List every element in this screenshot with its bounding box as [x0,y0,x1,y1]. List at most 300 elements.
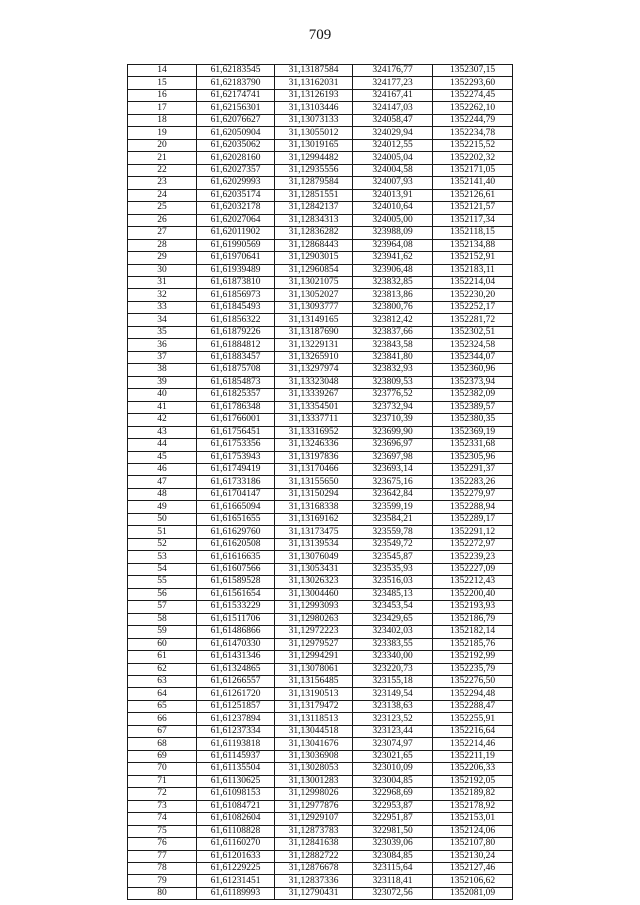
point-number-cell: 73 [128,800,197,812]
table-row [128,252,513,264]
y-coordinate-cell: 1352211,19 [433,750,513,762]
longitude-cell: 31,13036908 [275,750,353,762]
y-coordinate-cell: 1352294,48 [433,688,513,700]
point-number-cell: 50 [128,513,197,525]
point-number-cell: 71 [128,775,197,787]
longitude-cell: 31,12834313 [275,214,353,226]
point-number-cell: 35 [128,326,197,338]
point-number-cell: 33 [128,301,197,313]
table-row [128,202,513,214]
point-number-cell: 19 [128,127,197,139]
y-coordinate-cell: 1352279,97 [433,488,513,500]
x-coordinate-cell: 323693,14 [353,464,433,476]
longitude-cell: 31,13026323 [275,576,353,588]
longitude-cell: 31,13055012 [275,127,353,139]
longitude-cell: 31,12882722 [275,850,353,862]
x-coordinate-cell: 323155,18 [353,675,433,687]
longitude-cell: 31,13004460 [275,588,353,600]
longitude-cell: 31,12836282 [275,227,353,239]
longitude-cell: 31,13093777 [275,301,353,313]
longitude-cell: 31,13156485 [275,675,353,687]
longitude-cell: 31,13168338 [275,501,353,513]
point-number-cell: 24 [128,189,197,201]
latitude-cell: 61,61324865 [197,663,275,675]
table-row [128,401,513,413]
latitude-cell: 61,62011902 [197,227,275,239]
x-coordinate-cell: 323072,56 [353,887,433,899]
x-coordinate-cell: 323123,52 [353,713,433,725]
point-number-cell: 21 [128,152,197,164]
x-coordinate-cell: 323697,98 [353,451,433,463]
longitude-cell: 31,13323048 [275,376,353,388]
y-coordinate-cell: 1352193,93 [433,601,513,613]
point-number-cell: 64 [128,688,197,700]
point-number-cell: 53 [128,551,197,563]
point-number-cell: 67 [128,725,197,737]
latitude-cell: 61,61082604 [197,813,275,825]
point-number-cell: 28 [128,239,197,251]
latitude-cell: 61,61875708 [197,364,275,376]
longitude-cell: 31,13150294 [275,488,353,500]
latitude-cell: 61,61786348 [197,401,275,413]
y-coordinate-cell: 1352152,91 [433,252,513,264]
point-number-cell: 17 [128,102,197,114]
latitude-cell: 61,61753356 [197,439,275,451]
table-row [128,89,513,101]
latitude-cell: 61,62174741 [197,89,275,101]
longitude-cell: 31,13297974 [275,364,353,376]
y-coordinate-cell: 1352244,79 [433,114,513,126]
x-coordinate-cell: 322981,50 [353,825,433,837]
point-number-cell: 38 [128,364,197,376]
y-coordinate-cell: 1352182,14 [433,626,513,638]
table-row [128,127,513,139]
y-coordinate-cell: 1352382,09 [433,389,513,401]
y-coordinate-cell: 1352373,94 [433,376,513,388]
point-number-cell: 65 [128,700,197,712]
longitude-cell: 31,12837336 [275,875,353,887]
latitude-cell: 61,61108828 [197,825,275,837]
latitude-cell: 61,61229225 [197,863,275,875]
longitude-cell: 31,12929107 [275,813,353,825]
x-coordinate-cell: 323535,93 [353,563,433,575]
y-coordinate-cell: 1352127,46 [433,863,513,875]
longitude-cell: 31,13149165 [275,314,353,326]
table-row [128,451,513,463]
y-coordinate-cell: 1352291,12 [433,526,513,538]
y-coordinate-cell: 1352121,57 [433,202,513,214]
x-coordinate-cell: 324005,04 [353,152,433,164]
latitude-cell: 61,62183790 [197,77,275,89]
latitude-cell: 61,62035062 [197,139,275,151]
point-number-cell: 56 [128,588,197,600]
x-coordinate-cell: 324012,55 [353,139,433,151]
latitude-cell: 61,62027357 [197,164,275,176]
latitude-cell: 61,61845493 [197,301,275,313]
x-coordinate-cell: 323010,09 [353,763,433,775]
table-row [128,289,513,301]
longitude-cell: 31,12876678 [275,863,353,875]
point-number-cell: 20 [128,139,197,151]
x-coordinate-cell: 323843,58 [353,339,433,351]
latitude-cell: 61,61533229 [197,601,275,613]
table-row [128,376,513,388]
x-coordinate-cell: 323516,03 [353,576,433,588]
y-coordinate-cell: 1352206,33 [433,763,513,775]
x-coordinate-cell: 323084,85 [353,850,433,862]
y-coordinate-cell: 1352200,40 [433,588,513,600]
y-coordinate-cell: 1352192,05 [433,775,513,787]
y-coordinate-cell: 1352288,94 [433,501,513,513]
table-row [128,102,513,114]
latitude-cell: 61,62076627 [197,114,275,126]
latitude-cell: 61,61825357 [197,389,275,401]
x-coordinate-cell: 323340,00 [353,651,433,663]
x-coordinate-cell: 322951,87 [353,813,433,825]
point-number-cell: 61 [128,651,197,663]
longitude-cell: 31,12868443 [275,239,353,251]
table-row [128,476,513,488]
table-row [128,526,513,538]
x-coordinate-cell: 324007,93 [353,177,433,189]
table-row [128,813,513,825]
latitude-cell: 61,61561654 [197,588,275,600]
longitude-cell: 31,12994291 [275,651,353,663]
y-coordinate-cell: 1352331,68 [433,439,513,451]
y-coordinate-cell: 1352274,45 [433,89,513,101]
point-number-cell: 31 [128,276,197,288]
point-number-cell: 34 [128,314,197,326]
x-coordinate-cell: 324029,94 [353,127,433,139]
y-coordinate-cell: 1352380,35 [433,414,513,426]
point-number-cell: 42 [128,414,197,426]
x-coordinate-cell: 323039,06 [353,838,433,850]
y-coordinate-cell: 1352293,60 [433,77,513,89]
latitude-cell: 61,61766001 [197,414,275,426]
point-number-cell: 40 [128,389,197,401]
point-number-cell: 22 [128,164,197,176]
latitude-cell: 61,62050904 [197,127,275,139]
x-coordinate-cell: 324004,58 [353,164,433,176]
latitude-cell: 61,62156301 [197,102,275,114]
point-number-cell: 62 [128,663,197,675]
latitude-cell: 61,61130625 [197,775,275,787]
point-number-cell: 49 [128,501,197,513]
x-coordinate-cell: 323545,87 [353,551,433,563]
table-row [128,339,513,351]
point-number-cell: 14 [128,65,197,77]
longitude-cell: 31,13028053 [275,763,353,775]
point-number-cell: 47 [128,476,197,488]
longitude-cell: 31,13170466 [275,464,353,476]
y-coordinate-cell: 1352130,24 [433,850,513,862]
y-coordinate-cell: 1352289,17 [433,513,513,525]
table-row [128,351,513,363]
y-coordinate-cell: 1352202,32 [433,152,513,164]
x-coordinate-cell: 323485,13 [353,588,433,600]
table-row [128,189,513,201]
longitude-cell: 31,13073133 [275,114,353,126]
latitude-cell: 61,61511706 [197,613,275,625]
longitude-cell: 31,12842137 [275,202,353,214]
y-coordinate-cell: 1352235,79 [433,663,513,675]
latitude-cell: 61,61470330 [197,638,275,650]
table-row [128,588,513,600]
x-coordinate-cell: 323004,85 [353,775,433,787]
x-coordinate-cell: 324058,47 [353,114,433,126]
table-row [128,426,513,438]
table-row [128,139,513,151]
point-number-cell: 57 [128,601,197,613]
x-coordinate-cell: 323699,90 [353,426,433,438]
x-coordinate-cell: 323941,62 [353,252,433,264]
latitude-cell: 61,62028160 [197,152,275,164]
y-coordinate-cell: 1352216,64 [433,725,513,737]
latitude-cell: 61,61189993 [197,887,275,899]
table-row [128,563,513,575]
table-row [128,301,513,313]
x-coordinate-cell: 323149,54 [353,688,433,700]
longitude-cell: 31,13187584 [275,65,353,77]
table-row [128,501,513,513]
x-coordinate-cell: 324167,41 [353,89,433,101]
latitude-cell: 61,61266557 [197,675,275,687]
point-number-cell: 77 [128,850,197,862]
y-coordinate-cell: 1352214,46 [433,738,513,750]
table-row [128,825,513,837]
longitude-cell: 31,13126193 [275,89,353,101]
y-coordinate-cell: 1352192,99 [433,651,513,663]
x-coordinate-cell: 324177,23 [353,77,433,89]
longitude-cell: 31,13169162 [275,513,353,525]
x-coordinate-cell: 323138,63 [353,700,433,712]
point-number-cell: 48 [128,488,197,500]
latitude-cell: 61,61237334 [197,725,275,737]
table-row [128,626,513,638]
latitude-cell: 61,61431346 [197,651,275,663]
table-row [128,77,513,89]
y-coordinate-cell: 1352227,09 [433,563,513,575]
table-row [128,613,513,625]
longitude-cell: 31,13265910 [275,351,353,363]
longitude-cell: 31,12977876 [275,800,353,812]
y-coordinate-cell: 1352389,57 [433,401,513,413]
table-row [128,838,513,850]
table-row [128,738,513,750]
table-row [128,227,513,239]
longitude-cell: 31,13190513 [275,688,353,700]
longitude-cell: 31,13173475 [275,526,353,538]
latitude-cell: 61,61261720 [197,688,275,700]
table-row [128,364,513,376]
coordinates-table [127,64,513,900]
y-coordinate-cell: 1352106,62 [433,875,513,887]
latitude-cell: 61,61704147 [197,488,275,500]
point-number-cell: 60 [128,638,197,650]
latitude-cell: 61,61665094 [197,501,275,513]
point-number-cell: 41 [128,401,197,413]
table-row [128,538,513,550]
table-row [128,775,513,787]
point-number-cell: 55 [128,576,197,588]
latitude-cell: 61,61201633 [197,850,275,862]
x-coordinate-cell: 322953,87 [353,800,433,812]
x-coordinate-cell: 323696,97 [353,439,433,451]
y-coordinate-cell: 1352252,17 [433,301,513,313]
table-row [128,389,513,401]
x-coordinate-cell: 323841,80 [353,351,433,363]
point-number-cell: 63 [128,675,197,687]
table-row [128,675,513,687]
latitude-cell: 61,61749419 [197,464,275,476]
longitude-cell: 31,12873783 [275,825,353,837]
longitude-cell: 31,13053431 [275,563,353,575]
point-number-cell: 25 [128,202,197,214]
y-coordinate-cell: 1352262,10 [433,102,513,114]
point-number-cell: 32 [128,289,197,301]
y-coordinate-cell: 1352276,50 [433,675,513,687]
point-number-cell: 46 [128,464,197,476]
y-coordinate-cell: 1352178,92 [433,800,513,812]
longitude-cell: 31,13197836 [275,451,353,463]
latitude-cell: 61,61084721 [197,800,275,812]
longitude-cell: 31,12879584 [275,177,353,189]
point-number-cell: 70 [128,763,197,775]
point-number-cell: 51 [128,526,197,538]
x-coordinate-cell: 323453,54 [353,601,433,613]
y-coordinate-cell: 1352288,47 [433,700,513,712]
x-coordinate-cell: 323812,42 [353,314,433,326]
y-coordinate-cell: 1352255,91 [433,713,513,725]
table-row [128,414,513,426]
table-row [128,276,513,288]
table-row [128,164,513,176]
longitude-cell: 31,13316952 [275,426,353,438]
table-row [128,750,513,762]
y-coordinate-cell: 1352212,43 [433,576,513,588]
table-row [128,700,513,712]
longitude-cell: 31,12851551 [275,189,353,201]
longitude-cell: 31,13078061 [275,663,353,675]
point-number-cell: 76 [128,838,197,850]
x-coordinate-cell: 323584,21 [353,513,433,525]
x-coordinate-cell: 323429,65 [353,613,433,625]
latitude-cell: 61,61620508 [197,538,275,550]
longitude-cell: 31,13155650 [275,476,353,488]
x-coordinate-cell: 323809,53 [353,376,433,388]
point-number-cell: 30 [128,264,197,276]
longitude-cell: 31,13337711 [275,414,353,426]
table-row [128,688,513,700]
table-row [128,152,513,164]
latitude-cell: 61,61990569 [197,239,275,251]
table-row [128,464,513,476]
point-number-cell: 45 [128,451,197,463]
table-row [128,177,513,189]
latitude-cell: 61,61733186 [197,476,275,488]
y-coordinate-cell: 1352117,34 [433,214,513,226]
table-row [128,638,513,650]
table-row [128,551,513,563]
point-number-cell: 79 [128,875,197,887]
x-coordinate-cell: 323813,86 [353,289,433,301]
latitude-cell: 61,61939489 [197,264,275,276]
x-coordinate-cell: 323220,73 [353,663,433,675]
x-coordinate-cell: 323988,09 [353,227,433,239]
x-coordinate-cell: 324010,64 [353,202,433,214]
longitude-cell: 31,12980263 [275,613,353,625]
point-number-cell: 15 [128,77,197,89]
point-number-cell: 37 [128,351,197,363]
longitude-cell: 31,12993093 [275,601,353,613]
longitude-cell: 31,13103446 [275,102,353,114]
y-coordinate-cell: 1352283,26 [433,476,513,488]
y-coordinate-cell: 1352215,52 [433,139,513,151]
x-coordinate-cell: 323123,44 [353,725,433,737]
page-number: 709 [308,27,332,43]
latitude-cell: 61,61616635 [197,551,275,563]
x-coordinate-cell: 323800,76 [353,301,433,313]
point-number-cell: 58 [128,613,197,625]
x-coordinate-cell: 323642,84 [353,488,433,500]
x-coordinate-cell: 323832,85 [353,276,433,288]
table-row [128,513,513,525]
y-coordinate-cell: 1352107,80 [433,838,513,850]
table-row [128,314,513,326]
x-coordinate-cell: 323559,78 [353,526,433,538]
table-row [128,239,513,251]
latitude-cell: 61,62029993 [197,177,275,189]
latitude-cell: 61,61607566 [197,563,275,575]
longitude-cell: 31,12998026 [275,788,353,800]
x-coordinate-cell: 324005,00 [353,214,433,226]
table-row [128,850,513,862]
latitude-cell: 61,61856973 [197,289,275,301]
y-coordinate-cell: 1352183,11 [433,264,513,276]
latitude-cell: 61,61589528 [197,576,275,588]
x-coordinate-cell: 323964,08 [353,239,433,251]
latitude-cell: 61,61486866 [197,626,275,638]
y-coordinate-cell: 1352186,79 [433,613,513,625]
y-coordinate-cell: 1352134,88 [433,239,513,251]
point-number-cell: 23 [128,177,197,189]
longitude-cell: 31,13339267 [275,389,353,401]
longitude-cell: 31,13021075 [275,276,353,288]
y-coordinate-cell: 1352234,78 [433,127,513,139]
latitude-cell: 61,61193818 [197,738,275,750]
x-coordinate-cell: 323383,55 [353,638,433,650]
table-row [128,800,513,812]
latitude-cell: 61,61251857 [197,700,275,712]
x-coordinate-cell: 324147,03 [353,102,433,114]
longitude-cell: 31,13162031 [275,77,353,89]
x-coordinate-cell: 323832,93 [353,364,433,376]
point-number-cell: 26 [128,214,197,226]
y-coordinate-cell: 1352171,05 [433,164,513,176]
table-row [128,887,513,899]
y-coordinate-cell: 1352369,19 [433,426,513,438]
latitude-cell: 61,61651655 [197,513,275,525]
longitude-cell: 31,13118513 [275,713,353,725]
longitude-cell: 31,13354501 [275,401,353,413]
x-coordinate-cell: 323021,65 [353,750,433,762]
latitude-cell: 61,61231451 [197,875,275,887]
y-coordinate-cell: 1352185,76 [433,638,513,650]
longitude-cell: 31,12972223 [275,626,353,638]
point-number-cell: 43 [128,426,197,438]
x-coordinate-cell: 323776,52 [353,389,433,401]
longitude-cell: 31,13019165 [275,139,353,151]
